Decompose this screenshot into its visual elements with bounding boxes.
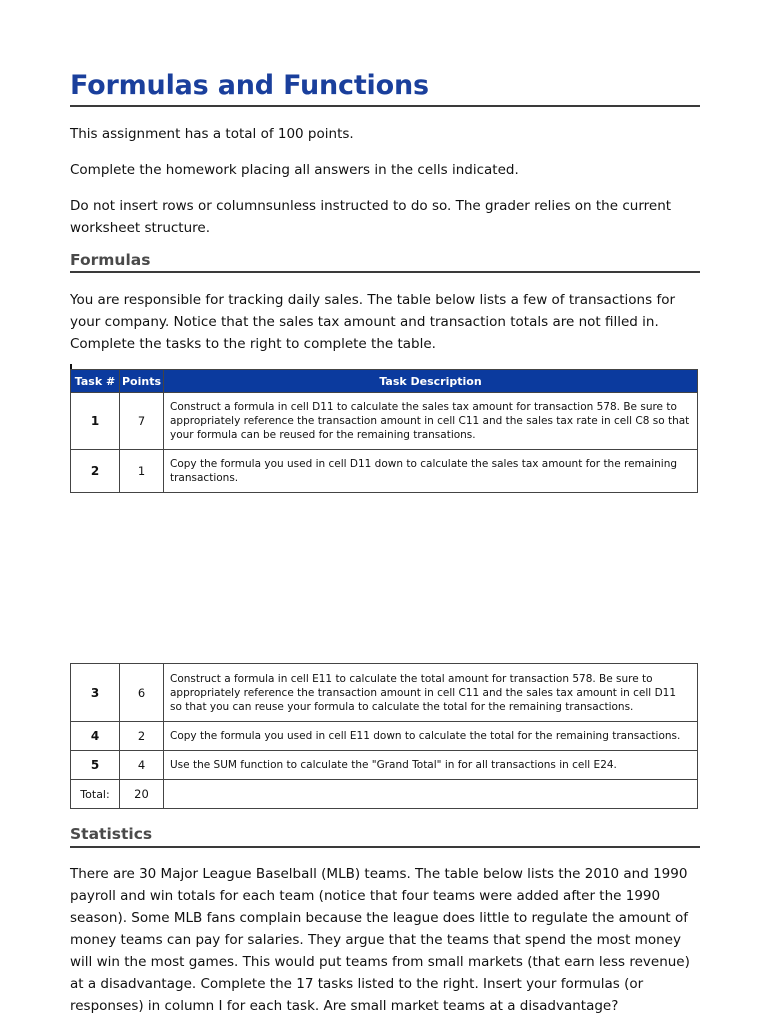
task-description: Construct a formula in cell E11 to calculate the total amount for transaction 578. Be sure to appropriately reference the transaction amount in cell C11 and the sales tax amount in cell D11 so that you can reuse your formula to calculate the total for the remaining transactions.: [164, 664, 698, 722]
task-number: 2: [71, 450, 120, 493]
task-points: 6: [120, 664, 164, 722]
task-number: 1: [71, 393, 120, 450]
header-points: Points: [120, 370, 164, 393]
table-row: [71, 751, 698, 780]
page-title: Formulas and Functions: [70, 70, 429, 101]
task-number: 4: [71, 722, 120, 751]
formulas-divider: [70, 271, 700, 273]
table-row: [71, 664, 698, 722]
table-row: [71, 722, 698, 751]
header-task-number: Task #: [71, 370, 120, 393]
intro-warning: Do not insert rows or columnsunless instructed to do so. The grader relies on the current worksheet structure.: [70, 198, 672, 236]
total-points: 20: [120, 780, 164, 809]
task-number: 3: [71, 664, 120, 722]
formulas-description: You are responsible for tracking daily sales. The table below lists a few of transactions for your company. Notice that the sales tax amount and transaction totals are not filled in. Complete the tasks to the right to complete the table.: [70, 292, 676, 352]
total-label: Total:: [71, 780, 120, 809]
table-row: [71, 450, 698, 493]
task-points: 1: [120, 450, 164, 493]
task-description: Use the SUM function to calculate the "Grand Total" in for all transactions in cell E24.: [164, 751, 698, 780]
tasks-table-part-1: [70, 369, 698, 493]
task-points: 2: [120, 722, 164, 751]
total-description-empty: [164, 780, 698, 809]
intro-instructions: Complete the homework placing all answers in the cells indicated.: [70, 162, 519, 178]
task-description: Construct a formula in cell D11 to calculate the sales tax amount for transaction 578. Be sure to appropriately reference the transaction amount in cell C11 and the sales tax rate in cell C8 so that your formula can be reused for the remaining transations.: [164, 393, 698, 450]
intro-points: This assignment has a total of 100 points.: [70, 126, 354, 142]
task-points: 7: [120, 393, 164, 450]
title-divider: [70, 105, 700, 107]
task-number: 5: [71, 751, 120, 780]
total-row: [71, 780, 698, 809]
formulas-heading: Formulas: [70, 251, 151, 269]
statistics-divider: [70, 846, 700, 848]
task-description: Copy the formula you used in cell D11 down to calculate the sales tax amount for the remaining transactions.: [164, 450, 698, 493]
header-task-description: Task Description: [164, 370, 698, 393]
task-description: Copy the formula you used in cell E11 down to calculate the total for the remaining transactions.: [164, 722, 698, 751]
task-points: 4: [120, 751, 164, 780]
tasks-table-part-2: [70, 663, 698, 809]
statistics-heading: Statistics: [70, 825, 153, 843]
statistics-description: There are 30 Major League Baselball (MLB) teams. The table below lists the 2010 and 1990 payroll and win totals for each team (notice that four teams were added after the 1990 season). Some MLB fans complain because the league does little to regulate the amount of money teams can pay for salaries. They argue that the teams that spend the most money will win the most games. This would put teams from small markets (that earn less revenue) at a disadvantage. Complete the 17 tasks listed to the right. Insert your formulas (or responses) in column I for each task. Are small market teams at a disadvantage?: [70, 866, 690, 1014]
table-row: [71, 393, 698, 450]
